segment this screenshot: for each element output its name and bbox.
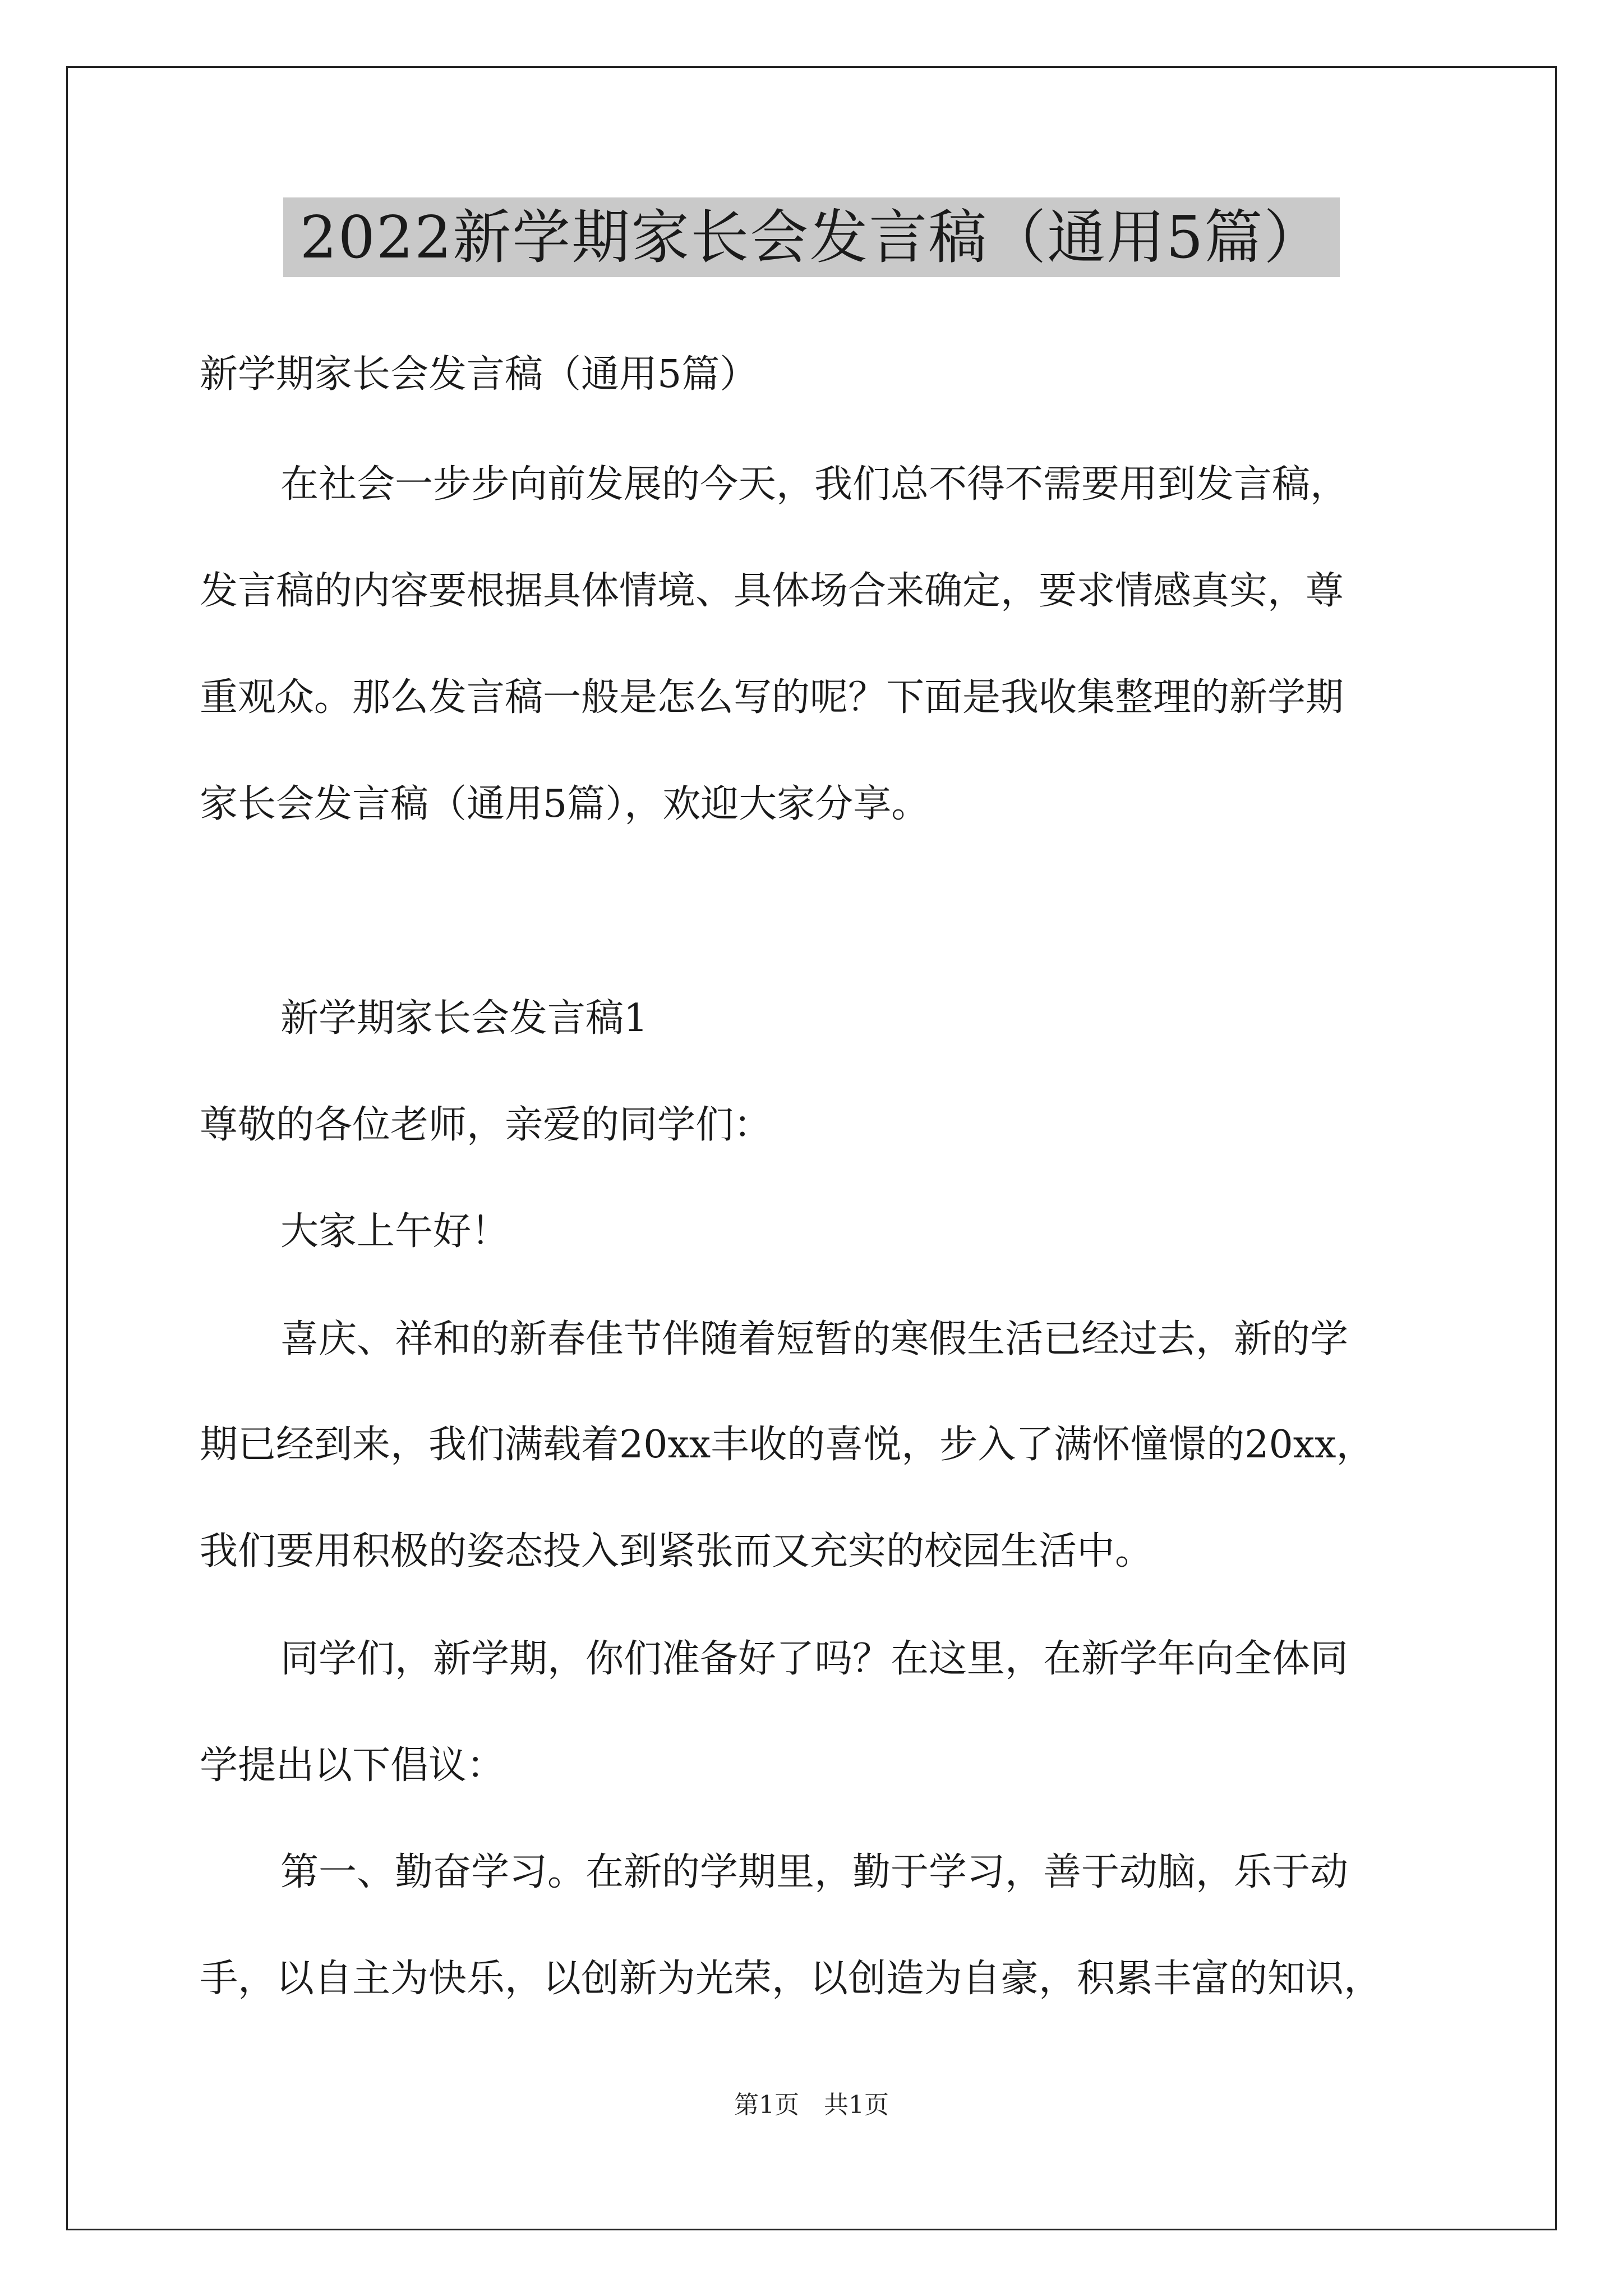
greeting-line: 大家上午好！: [280, 1209, 510, 1254]
paragraph-line: 在社会一步步向前发展的今天，我们总不得不需要用到发言稿，: [280, 462, 1349, 507]
document-title: 2022新学期家长会发言稿（通用5篇）: [283, 197, 1340, 277]
paragraph-line: 期已经到来，我们满载着20xx丰收的喜悦，步入了满怀憧憬的20xx，: [200, 1423, 1375, 1467]
paragraph-line: 家长会发言稿（通用5篇），欢迎大家分享。: [200, 782, 930, 826]
paragraph-line: 喜庆、祥和的新春佳节伴随着短暂的寒假生活已经过去，新的学: [280, 1317, 1349, 1361]
paragraph-line: 重观众。那么发言稿一般是怎么写的呢？下面是我收集整理的新学期: [200, 675, 1344, 720]
title-container: [0, 197, 1623, 277]
paragraph-line: 同学们，新学期，你们准备好了吗？在这里，在新学年向全体同: [280, 1637, 1349, 1681]
paragraph-line: 第一、勤奋学习。在新的学期里，勤于学习，善于动脑，乐于动: [280, 1850, 1349, 1894]
subtitle-line: 新学期家长会发言稿（通用5篇）: [200, 352, 758, 397]
paragraph-line: 学提出以下倡议：: [200, 1743, 505, 1788]
paragraph-line: 我们要用积极的姿态投入到紧张而又充实的校园生活中。: [200, 1529, 1154, 1573]
page-footer: 第1页 共1页: [734, 2091, 889, 2119]
salutation-line: 尊敬的各位老师，亲爱的同学们：: [200, 1103, 772, 1147]
paragraph-line: 发言稿的内容要根据具体情境、具体场合来确定，要求情感真实，尊: [200, 569, 1344, 613]
paragraph-line: 手，以自主为快乐，以创新为光荣，以创造为自豪，积累丰富的知识，: [200, 1957, 1382, 2001]
section-heading: 新学期家长会发言稿1: [280, 996, 648, 1041]
